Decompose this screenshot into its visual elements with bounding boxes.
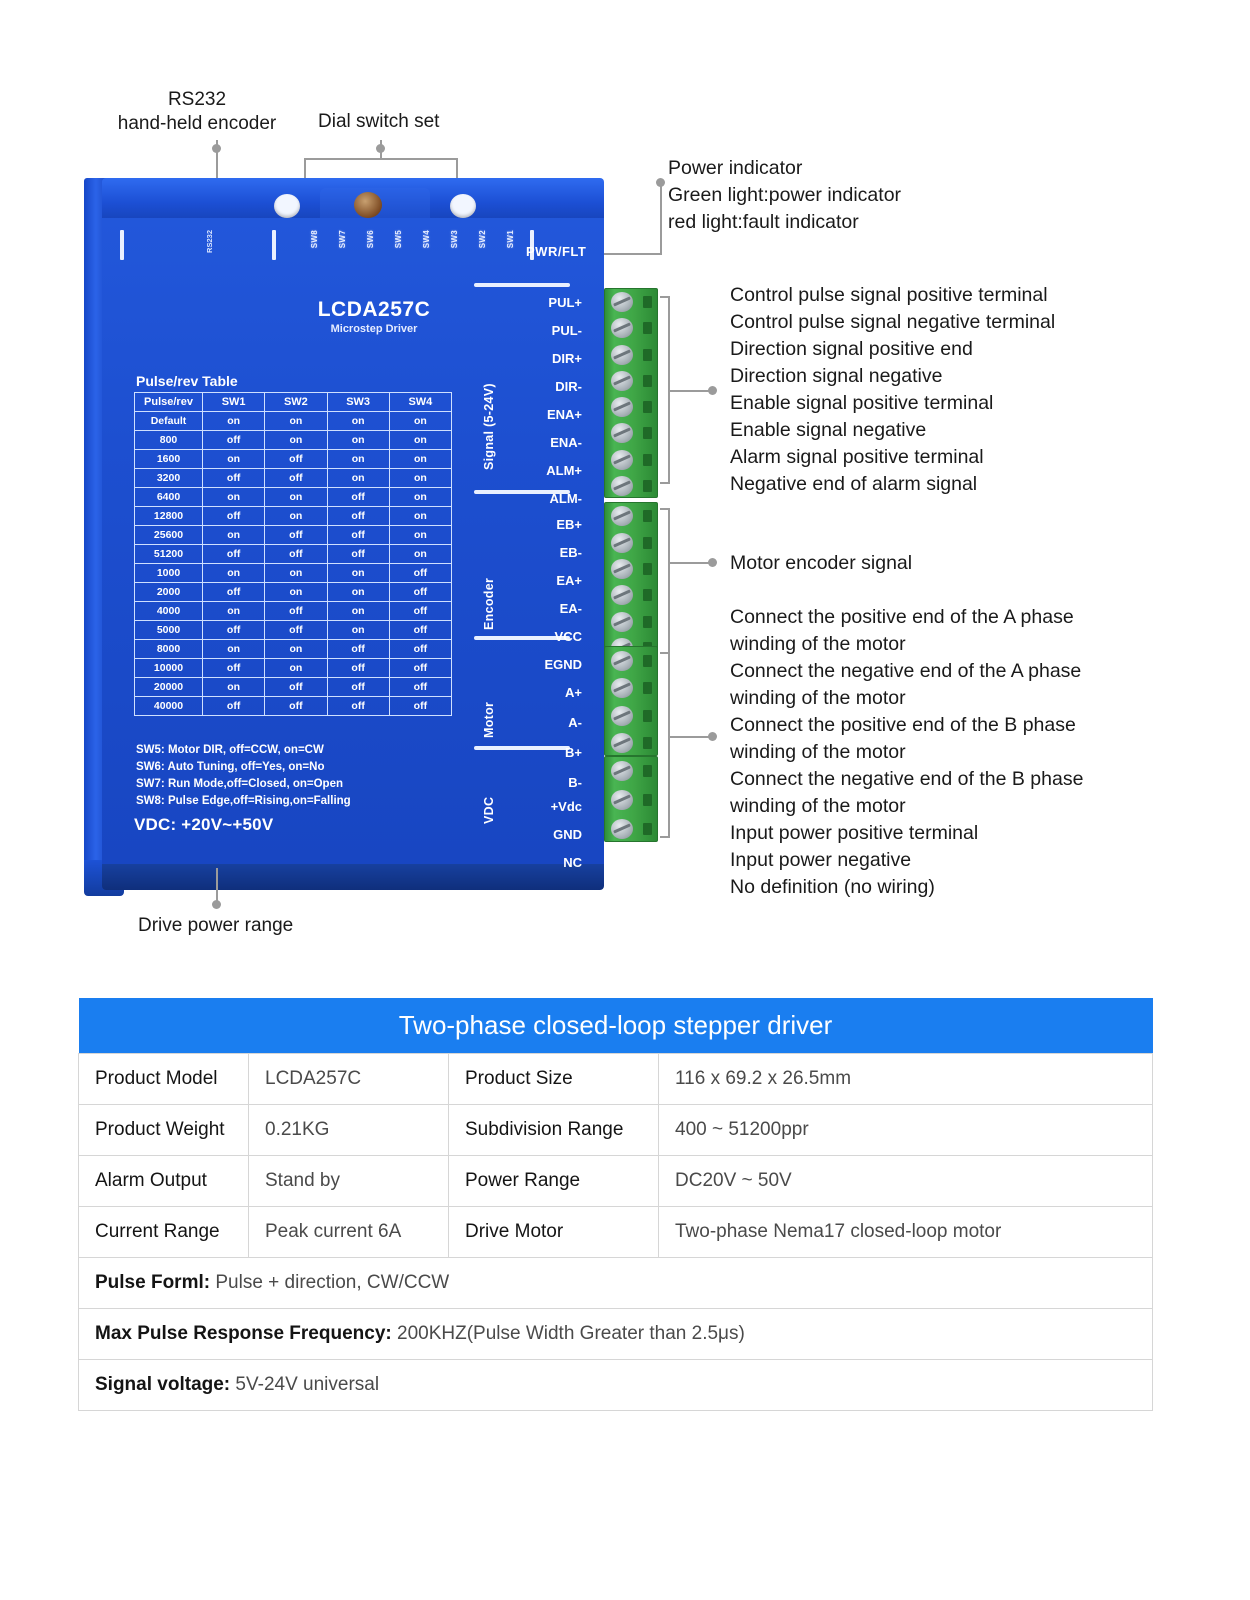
annotation-signal-line5: Enable signal positive terminal — [730, 392, 994, 414]
pulse-rev-switch-state: off — [203, 469, 265, 488]
silk-label-sw8: SW8 — [310, 230, 319, 249]
terminal-label-nc: NC — [563, 855, 582, 870]
bracket-signal-bottom — [660, 482, 670, 484]
annotation-signal-line2: Control pulse signal negative terminal — [730, 311, 1056, 333]
pulse-rev-switch-state: on — [389, 545, 451, 564]
silk-label-sw2: SW2 — [478, 230, 487, 249]
annotation-motor-line7: Connect the negative end of the B phase — [730, 768, 1084, 790]
pulse-rev-switch-state: on — [389, 450, 451, 469]
pulse-rev-switch-state: off — [265, 450, 327, 469]
terminal-screw-signal-2[interactable] — [611, 318, 633, 338]
pulse-rev-value: 3200 — [135, 469, 203, 488]
terminal-label-pul-plus: PUL+ — [548, 295, 582, 310]
pulse-rev-switch-state: off — [265, 469, 327, 488]
pulse-rev-value: 1000 — [135, 564, 203, 583]
annotation-power-indicator — [668, 155, 901, 236]
leader-dot-dial — [376, 144, 385, 153]
annotation-signal-line1: Control pulse signal positive terminal — [730, 284, 1048, 306]
pulse-rev-value: 51200 — [135, 545, 203, 564]
pulse-rev-switch-state: off — [265, 621, 327, 640]
annotation-power-line3: red light:fault indicator — [668, 211, 859, 233]
terminal-screw-motor-2[interactable] — [611, 678, 633, 698]
annotation-motor-power — [730, 604, 1083, 901]
terminal-screw-signal-3[interactable] — [611, 345, 633, 365]
terminal-label-vdc-plus: +Vdc — [550, 799, 582, 814]
bracket-motor-stem — [668, 736, 712, 738]
spec-key: Alarm Output — [79, 1156, 249, 1207]
spec-table-title-row — [79, 998, 1153, 1054]
driver-vdc-range-label: VDC: +20V~+50V — [134, 815, 274, 834]
pulse-rev-value: 5000 — [135, 621, 203, 640]
annotation-motor-line1: Connect the positive end of the A phase — [730, 606, 1074, 628]
terminal-label-a-plus: A+ — [565, 685, 582, 700]
terminal-label-ena-minus: ENA- — [550, 435, 582, 450]
annotation-motor-line8: winding of the motor — [730, 795, 906, 817]
terminal-screw-signal-4[interactable] — [611, 371, 633, 391]
pulse-rev-switch-state: on — [203, 488, 265, 507]
pulse-rev-switch-state: off — [327, 659, 389, 678]
group-label-motor: Motor — [482, 701, 496, 738]
terminal-slot-motor-2 — [643, 682, 652, 694]
terminal-label-dir-minus: DIR- — [555, 379, 582, 394]
annotation-motor-line6: winding of the motor — [730, 741, 906, 763]
pulse-rev-switch-state: off — [389, 564, 451, 583]
pulse-rev-table-header — [135, 393, 452, 412]
terminal-label-vcc: VCC — [554, 629, 582, 644]
pulse-rev-row — [135, 545, 452, 564]
silk-label-sw6: SW6 — [366, 230, 375, 249]
pulse-rev-switch-state: on — [203, 602, 265, 621]
spec-row — [79, 1105, 1153, 1156]
terminal-block-encoder — [604, 502, 658, 660]
pulse-rev-switch-state: on — [203, 450, 265, 469]
terminal-label-alm-minus: ALM- — [549, 491, 582, 506]
pulse-rev-switch-state: off — [265, 602, 327, 621]
bracket-encoder-vert — [668, 508, 670, 654]
annotation-motor-line4: winding of the motor — [730, 687, 906, 709]
spec-key: Subdivision Range — [449, 1105, 659, 1156]
terminal-screw-vdc-2[interactable] — [611, 790, 633, 810]
pulse-rev-switch-state: on — [389, 488, 451, 507]
pulse-rev-row — [135, 526, 452, 545]
stepper-driver-body — [84, 170, 604, 900]
pulse-rev-switch-state: off — [389, 678, 451, 697]
spec-full-label: Max Pulse Response Frequency: — [95, 1323, 392, 1344]
pulse-rev-switch-state: on — [389, 431, 451, 450]
driver-silkscreen-row — [102, 226, 604, 272]
bracket-encoder-stem — [668, 562, 712, 564]
spec-full-row — [79, 1258, 1153, 1309]
driver-model-block — [284, 298, 464, 335]
annotation-signal-line4: Direction signal negative — [730, 365, 943, 387]
terminal-slot-signal-8 — [643, 480, 652, 492]
pulse-rev-switch-state: on — [327, 450, 389, 469]
pulse-rev-table-title: Pulse/rev Table — [136, 373, 238, 389]
silk-tick-left — [120, 230, 124, 260]
terminal-screw-signal-7[interactable] — [611, 450, 633, 470]
bracket-motor-dot — [708, 732, 717, 741]
terminal-label-b-minus: B- — [568, 775, 582, 790]
terminal-label-ea-minus: EA- — [559, 601, 582, 616]
pulse-rev-row — [135, 450, 452, 469]
annotation-motor-encoder: Motor encoder signal — [730, 552, 913, 574]
pulse-rev-switch-state: off — [203, 621, 265, 640]
spec-full-text: Pulse Forml: Pulse + direction, CW/CCW — [79, 1258, 1153, 1309]
pulse-rev-switch-state: on — [389, 412, 451, 431]
pulse-rev-row — [135, 564, 452, 583]
sw-note-sw7: SW7: Run Mode,off=Closed, on=Open — [136, 778, 343, 790]
pulse-rev-switch-state: off — [203, 659, 265, 678]
terminal-screw-motor-4[interactable] — [611, 733, 633, 753]
pulse-rev-row — [135, 602, 452, 621]
terminal-label-ena-plus: ENA+ — [546, 407, 582, 422]
spec-full-text: Max Pulse Response Frequency: 200KHZ(Pulse Width Greater than 2.5μs) — [79, 1309, 1153, 1360]
annotation-motor-line2: winding of the motor — [730, 633, 906, 655]
pulse-rev-switch-state: off — [327, 545, 389, 564]
pulse-rev-value: 12800 — [135, 507, 203, 526]
driver-model-name: LCDA257C — [317, 298, 431, 321]
spec-value: Two-phase Nema17 closed-loop motor — [659, 1207, 1153, 1258]
silk-label-sw3: SW3 — [450, 230, 459, 249]
terminal-screw-encoder-1[interactable] — [611, 506, 633, 526]
silk-label-sw4: SW4 — [422, 230, 431, 249]
pulse-rev-switch-state: on — [327, 412, 389, 431]
bracket-signal-top — [660, 296, 670, 298]
terminal-slot-signal-6 — [643, 427, 652, 439]
terminal-screw-signal-5[interactable] — [611, 397, 633, 417]
terminal-label-pul-minus: PUL- — [551, 323, 582, 338]
callout-dial-switch-set: Dial switch set — [318, 111, 440, 132]
pulse-rev-value: 800 — [135, 431, 203, 450]
pulse-rev-switch-state: on — [389, 507, 451, 526]
pulse-rev-switch-state: on — [203, 678, 265, 697]
rs232-port-screw — [354, 192, 382, 218]
spec-value: LCDA257C — [249, 1054, 449, 1105]
pulse-rev-row — [135, 678, 452, 697]
pulse-rev-switch-state: on — [265, 583, 327, 602]
terminal-slot-encoder-1 — [643, 510, 652, 522]
pwr-flt-label: PWR/FLT — [526, 244, 587, 259]
terminal-screw-motor-1[interactable] — [611, 651, 633, 671]
group-label-vdc: VDC — [482, 796, 496, 824]
pulse-rev-row — [135, 621, 452, 640]
terminal-label-egnd: EGND — [544, 657, 582, 672]
sw-note-sw6: SW6: Auto Tuning, off=Yes, on=No — [136, 761, 325, 773]
terminal-label-a-minus: A- — [568, 715, 582, 730]
pulse-rev-switch-state: off — [265, 678, 327, 697]
terminal-slot-signal-3 — [643, 349, 652, 361]
terminal-block-signal — [604, 288, 658, 498]
silk-rs232-label: RS232 — [205, 230, 214, 253]
spec-key: Product Size — [449, 1054, 659, 1105]
spec-key: Current Range — [79, 1207, 249, 1258]
pulse-rev-switch-state: off — [265, 526, 327, 545]
annotation-motor-line5: Connect the positive end of the B phase — [730, 714, 1076, 736]
specification-table — [78, 998, 1153, 1411]
pulse-rev-header-0: Pulse/rev — [135, 393, 203, 412]
callout-rs232-encoder — [92, 88, 302, 136]
annotation-power-line2: Green light:power indicator — [668, 184, 902, 206]
pulse-rev-switch-state: on — [203, 412, 265, 431]
spec-key: Product Weight — [79, 1105, 249, 1156]
annotation-signal-line8: Negative end of alarm signal — [730, 473, 978, 495]
bracket-signal-stem — [668, 390, 712, 392]
pulse-rev-switch-state: off — [389, 602, 451, 621]
pulse-rev-header-3: SW3 — [327, 393, 389, 412]
callout-rs232-line1: RS232 — [167, 89, 227, 110]
bracket-encoder-dot — [708, 558, 717, 567]
mounting-hole-right — [450, 194, 476, 218]
spec-row — [79, 1207, 1153, 1258]
terminal-screw-vdc-1[interactable] — [611, 761, 633, 781]
terminal-label-dir-plus: DIR+ — [552, 351, 582, 366]
callout-rs232-line2: hand-held encoder — [117, 112, 277, 134]
pulse-rev-switch-state: on — [327, 469, 389, 488]
pulse-rev-value: 40000 — [135, 697, 203, 716]
spec-row — [79, 1156, 1153, 1207]
pulse-rev-switch-state: on — [389, 469, 451, 488]
silk-label-sw5: SW5 — [394, 230, 403, 249]
bracket-encoder-top — [660, 508, 670, 510]
driver-bottom-edge — [102, 864, 604, 890]
spec-key: Drive Motor — [449, 1207, 659, 1258]
pulse-rev-switch-state: off — [203, 583, 265, 602]
pulse-rev-switch-state: on — [265, 507, 327, 526]
face-separator-signal-top — [474, 283, 570, 287]
group-label-signal: Signal (5-24V) — [482, 383, 496, 470]
pulse-rev-switch-state: off — [327, 507, 389, 526]
spec-full-row — [79, 1360, 1153, 1411]
pulse-rev-switch-state: on — [327, 564, 389, 583]
terminal-screw-signal-6[interactable] — [611, 423, 633, 443]
pulse-rev-switch-state: off — [327, 678, 389, 697]
pulse-rev-value: 20000 — [135, 678, 203, 697]
terminal-label-alm-plus: ALM+ — [546, 463, 582, 478]
bracket-motor-bottom — [660, 836, 670, 838]
terminal-screw-encoder-5[interactable] — [611, 612, 633, 632]
annotation-signal-line7: Alarm signal positive terminal — [730, 446, 984, 468]
spec-table-title: Two-phase closed-loop stepper driver — [79, 998, 1153, 1054]
pulse-rev-value: 6400 — [135, 488, 203, 507]
pulse-rev-switch-state: on — [203, 564, 265, 583]
leader-dot-rs232 — [212, 144, 221, 153]
pulse-rev-value: 10000 — [135, 659, 203, 678]
pulse-rev-switch-state: on — [265, 412, 327, 431]
annotation-signal-terminals — [730, 282, 1055, 498]
pulse-rev-row — [135, 583, 452, 602]
annotation-power-line1: Power indicator — [668, 157, 803, 179]
terminal-label-ea-plus: EA+ — [556, 573, 582, 588]
pulse-rev-value: 4000 — [135, 602, 203, 621]
pulse-rev-switch-state: off — [265, 697, 327, 716]
pulse-rev-value: 8000 — [135, 640, 203, 659]
terminal-label-b-plus: B+ — [565, 745, 582, 760]
annotation-motor-line9: Input power positive terminal — [730, 822, 979, 844]
terminal-slot-vdc-1 — [643, 765, 652, 777]
pulse-rev-switch-state: on — [265, 431, 327, 450]
terminal-block-vdc — [604, 756, 658, 842]
terminal-label-eb-plus: EB+ — [556, 517, 582, 532]
silk-tick-mid-left — [272, 230, 276, 260]
sw-note-sw8: SW8: Pulse Edge,off=Rising,on=Falling — [136, 795, 351, 807]
spec-key: Power Range — [449, 1156, 659, 1207]
pulse-rev-switch-state: off — [389, 621, 451, 640]
terminal-slot-signal-7 — [643, 454, 652, 466]
pulse-rev-switch-state: on — [265, 659, 327, 678]
pulse-rev-switch-state: off — [389, 583, 451, 602]
pulse-rev-value: Default — [135, 412, 203, 431]
pulse-rev-header-2: SW2 — [265, 393, 327, 412]
terminal-screw-motor-3[interactable] — [611, 706, 633, 726]
terminal-slot-signal-4 — [643, 375, 652, 387]
pulse-rev-switch-state: on — [265, 564, 327, 583]
terminal-slot-vdc-3 — [643, 823, 652, 835]
terminal-slot-signal-2 — [643, 322, 652, 334]
face-separator-vdc-top — [474, 746, 570, 750]
mounting-hole-left — [274, 194, 300, 218]
spec-value: 400 ~ 51200ppr — [659, 1105, 1153, 1156]
terminal-block-motor — [604, 646, 658, 756]
pulse-rev-table — [134, 392, 452, 716]
spec-full-text: Signal voltage: 5V-24V universal — [79, 1360, 1153, 1411]
spec-full-label: Pulse Forml: — [95, 1272, 211, 1293]
terminal-slot-motor-1 — [643, 655, 652, 667]
terminal-slot-encoder-5 — [643, 616, 652, 628]
terminal-slot-signal-1 — [643, 296, 652, 308]
silk-label-sw7: SW7 — [338, 230, 347, 249]
annotation-motor-line3: Connect the negative end of the A phase — [730, 660, 1082, 682]
terminal-slot-vdc-2 — [643, 794, 652, 806]
terminal-slot-encoder-4 — [643, 589, 652, 601]
callout-drive-power-range: Drive power range — [138, 915, 294, 936]
silk-label-sw1: SW1 — [506, 230, 515, 249]
pulse-rev-header-4: SW4 — [389, 393, 451, 412]
bracket-motor-vert — [668, 652, 670, 838]
terminal-screw-encoder-3[interactable] — [611, 559, 633, 579]
terminal-label-gnd: GND — [553, 827, 582, 842]
annotation-motor-line10: Input power negative — [730, 849, 912, 871]
pulse-rev-switch-state: on — [389, 526, 451, 545]
pulse-rev-switch-state: on — [327, 431, 389, 450]
terminal-screw-vdc-3[interactable] — [611, 819, 633, 839]
spec-key: Product Model — [79, 1054, 249, 1105]
spec-full-label: Signal voltage: — [95, 1374, 231, 1395]
leader-line-power-vert — [660, 182, 662, 255]
group-label-encoder: Encoder — [482, 577, 496, 630]
pulse-rev-header-1: SW1 — [203, 393, 265, 412]
spec-full-row — [79, 1309, 1153, 1360]
leader-bracket-dial-top — [304, 158, 458, 160]
pulse-rev-switch-state: off — [389, 640, 451, 659]
pulse-rev-row — [135, 488, 452, 507]
pulse-rev-value: 1600 — [135, 450, 203, 469]
bracket-motor-top — [660, 652, 670, 654]
pulse-rev-switch-state: off — [203, 545, 265, 564]
annotation-signal-line3: Direction signal positive end — [730, 338, 973, 360]
bracket-signal-dot — [708, 386, 717, 395]
pulse-rev-row — [135, 697, 452, 716]
pulse-rev-value: 2000 — [135, 583, 203, 602]
pulse-rev-row — [135, 412, 452, 431]
terminal-screw-encoder-2[interactable] — [611, 533, 633, 553]
pulse-rev-row — [135, 507, 452, 526]
pulse-rev-switch-state: off — [203, 697, 265, 716]
pulse-rev-switch-state: on — [203, 640, 265, 659]
pulse-rev-switch-state: on — [327, 602, 389, 621]
driver-model-subtitle: Microstep Driver — [330, 323, 418, 335]
annotation-motor-line11: No definition (no wiring) — [730, 876, 935, 898]
spec-value: DC20V ~ 50V — [659, 1156, 1153, 1207]
terminal-slot-encoder-2 — [643, 537, 652, 549]
spec-value: Stand by — [249, 1156, 449, 1207]
annotation-signal-line6: Enable signal negative — [730, 419, 927, 441]
pulse-rev-switch-state: on — [265, 640, 327, 659]
terminal-screw-signal-8[interactable] — [611, 476, 633, 496]
leader-dot-power — [656, 178, 665, 187]
terminal-slot-encoder-3 — [643, 563, 652, 575]
pulse-rev-switch-state: on — [265, 488, 327, 507]
pulse-rev-switch-state: on — [203, 526, 265, 545]
spec-row — [79, 1054, 1153, 1105]
pulse-rev-value: 25600 — [135, 526, 203, 545]
pulse-rev-row — [135, 469, 452, 488]
pulse-rev-row — [135, 640, 452, 659]
pulse-rev-switch-state: off — [203, 431, 265, 450]
sw-note-sw5: SW5: Motor DIR, off=CCW, on=CW — [136, 744, 324, 756]
spec-value: 0.21KG — [249, 1105, 449, 1156]
pulse-rev-switch-state: off — [265, 545, 327, 564]
pulse-rev-switch-state: on — [327, 583, 389, 602]
terminal-slot-motor-3 — [643, 710, 652, 722]
terminal-slot-motor-4 — [643, 737, 652, 749]
pulse-rev-switch-state: off — [327, 526, 389, 545]
pulse-rev-switch-state: off — [203, 507, 265, 526]
terminal-slot-signal-5 — [643, 401, 652, 413]
driver-top-rail — [102, 178, 604, 220]
terminal-screw-encoder-4[interactable] — [611, 585, 633, 605]
pulse-rev-switch-state: off — [389, 659, 451, 678]
terminal-label-eb-minus: EB- — [559, 545, 582, 560]
pulse-rev-row — [135, 659, 452, 678]
pulse-rev-row — [135, 431, 452, 450]
pulse-rev-switch-state: off — [327, 640, 389, 659]
leader-dot-drive-power — [212, 900, 221, 909]
spec-value: Peak current 6A — [249, 1207, 449, 1258]
spec-value: 116 x 69.2 x 26.5mm — [659, 1054, 1153, 1105]
pulse-rev-switch-state: off — [389, 697, 451, 716]
pulse-rev-switch-state: on — [327, 621, 389, 640]
terminal-screw-signal-1[interactable] — [611, 292, 633, 312]
switch-function-notes — [136, 742, 351, 810]
pulse-rev-switch-state: off — [327, 488, 389, 507]
pulse-rev-switch-state: off — [327, 697, 389, 716]
